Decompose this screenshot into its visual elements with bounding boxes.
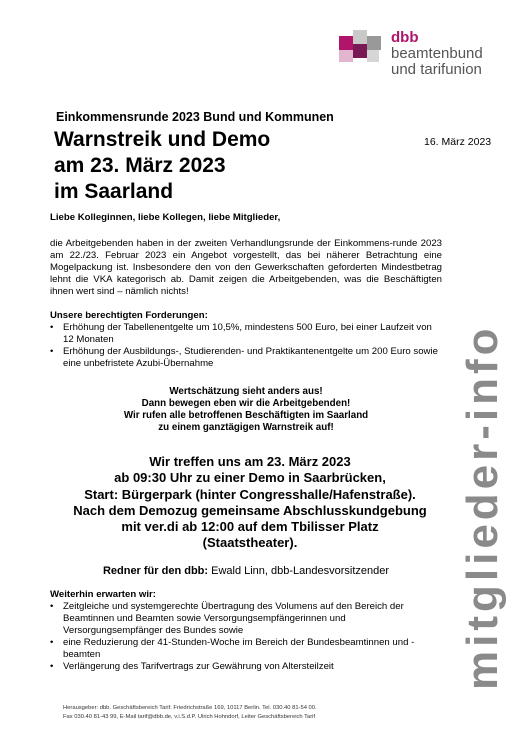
footer-line: Herausgeber: dbb. Geschäftsbereich Tarif. Friedrichstraße 169, 10117 Berlin. Tel. 030.40 81-54 00. <box>63 705 317 711</box>
mitglieder-info-sidebar: mitglieder-info <box>458 324 507 690</box>
dbb-logo-mark <box>339 30 385 66</box>
meeting-line: (Staatstheater). <box>202 535 298 551</box>
document-date: 16. März 2023 <box>424 136 492 148</box>
logo-line-3: und tarifunion <box>391 61 482 78</box>
list-item: • Erhöhung der Ausbildungs-, Studierenden- und Praktikantenentgelte um 200 Euro sowie eine unbefristete Azubi-Übernahme <box>50 346 442 370</box>
meeting-line: Nach dem Demozug gemeinsame Abschlusskundgebung <box>73 502 427 518</box>
footer-line: Fax 030.40 81-43 99, E-Mail tarif@dbb.de, v.i.S.d.P. Ulrich Hohndorf, Leiter Geschäftsbereich Tarif <box>63 713 316 720</box>
intro-paragraph: die Arbeitgebenden haben in der zweiten Verhandlungsrunde der Einkommens-runde 2023 am 22./23. Februar 2023 ein Angebot vorgestellt, das bei näherer Betrachtung eine Mogelpackung ist. Insbesondere den von den Gewerkschaften geforderten Mindestbetrag lehnt die VKA kategorisch ab. Damit zeigen die Arbeitgebenden, was die Beschäftigten ihnen wert sind – nämlich nichts! <box>50 238 442 297</box>
document-title <box>54 127 270 205</box>
title-line: Warnstreik und Demo <box>54 128 271 151</box>
meeting-line: Wir treffen uns am 23. März 2023 <box>149 454 351 469</box>
list-item: • Verlängerung des Tarifvertrags zur Gewährung von Altersteilzeit <box>50 661 442 673</box>
document-subtitle: Einkommensrunde 2023 Bund und Kommunen <box>56 110 334 124</box>
motto-line: Wir rufen alle betroffenen Beschäftigten im Saarland <box>123 410 369 421</box>
meeting-line: Start: Bürgerpark (hinter Congresshalle/Hafenstraße). <box>84 486 416 502</box>
greeting: Liebe Kolleginnen, liebe Kollegen, liebe Mitglieder, <box>50 212 281 223</box>
title-line: am 23. März 2023 <box>54 154 226 177</box>
list-item: • eine Reduzierung der 41-Stunden-Woche im Bereich der Bundesbeamtinnen und -beamten <box>50 637 442 661</box>
requirements-heading: Unsere berechtigten Forderungen: <box>50 310 208 321</box>
motto-line: Wertschätzung sieht anders aus! <box>169 386 323 397</box>
motto-block <box>50 386 442 434</box>
meeting-line: ab 09:30 Uhr zu einer Demo in Saarbrücken, <box>114 470 386 486</box>
meeting-line: mit ver.di ab 12:00 auf dem Tbilisser Platz <box>121 519 379 535</box>
further-list <box>50 601 442 673</box>
requirements-list <box>50 322 442 370</box>
publisher-footer <box>63 704 317 721</box>
speaker-label: Redner für den dbb: <box>102 565 209 577</box>
further-heading: Weiterhin erwarten wir: <box>50 589 156 600</box>
list-item: • Zeitgleiche und systemgerechte Übertragung des Volumens auf den Bereich der Beamtinnen und Beamten sowie Versorgungsempfängerinnen und Versorgungsempfänger des Bundes sowie <box>50 601 442 637</box>
list-item: • Erhöhung der Tabellenentgelte um 10,5%, mindestens 500 Euro, bei einer Laufzeit von 12 Monaten <box>50 322 442 346</box>
title-line: im Saarland <box>54 180 174 203</box>
motto-line: Dann bewegen eben wir die Arbeitgebenden! <box>141 398 351 409</box>
motto-line: zu einem ganztägigen Warnstreik auf! <box>158 422 334 433</box>
logo-line-2: beamtenbund <box>391 45 483 62</box>
logo-line-1: dbb <box>391 29 419 46</box>
dbb-logo-text <box>391 30 483 78</box>
speaker-line <box>50 565 442 577</box>
meeting-block <box>50 454 450 552</box>
speaker-name: Ewald Linn, dbb-Landesvorsitzender <box>211 565 390 577</box>
